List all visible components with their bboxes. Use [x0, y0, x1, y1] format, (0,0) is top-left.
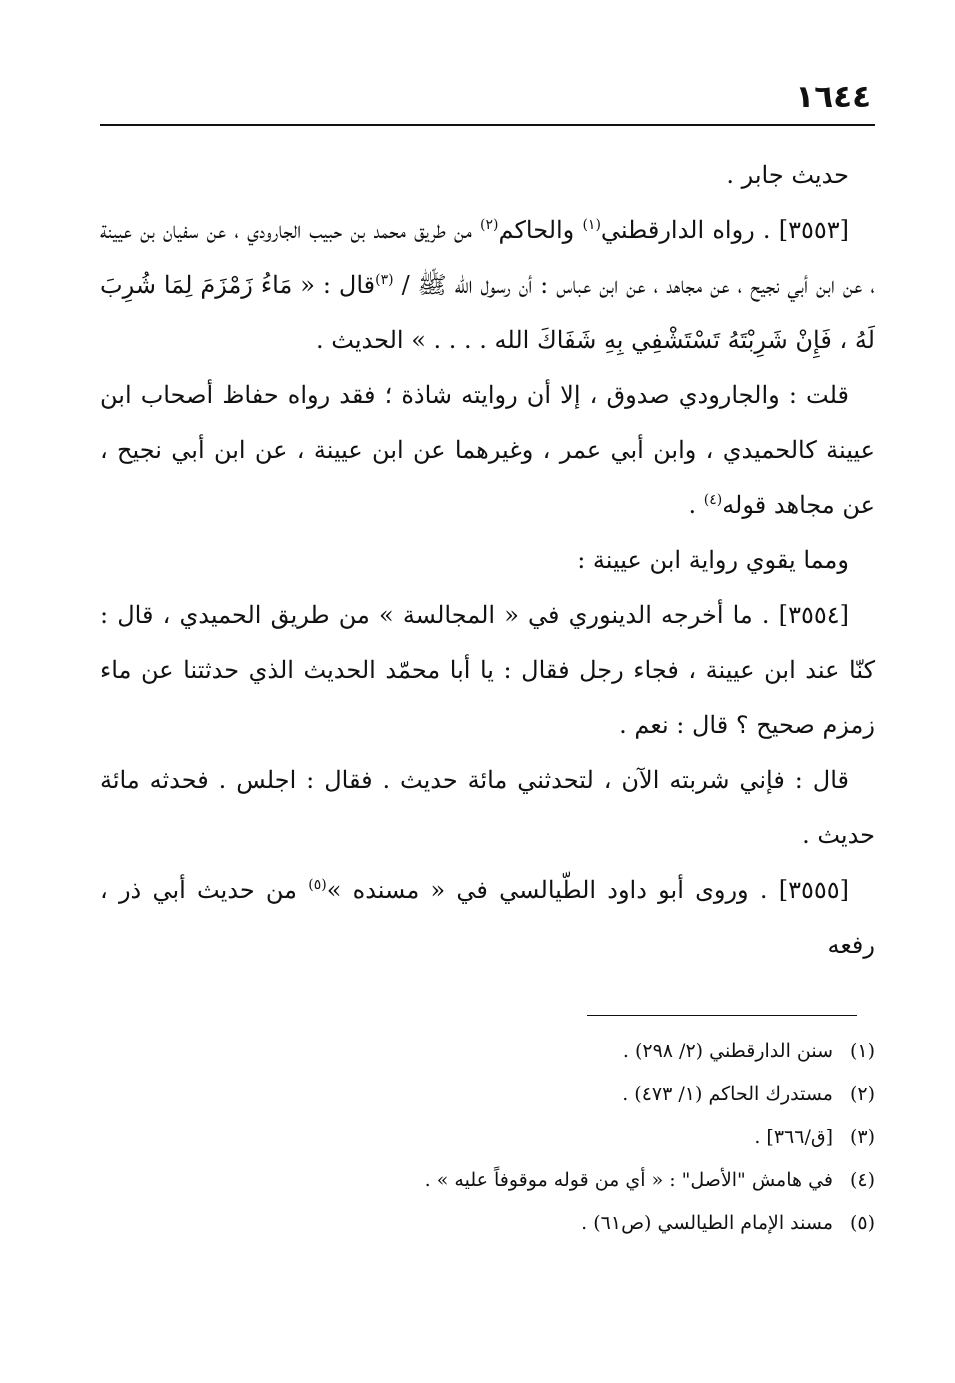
footnote-reference: (٢) [480, 217, 499, 233]
paragraph [100, 148, 875, 203]
text-run: من طريق محمد بن حبيب الجارودي ، عن سفيان بن عيينة ، عن ابن أبي نجيح ، عن مجاهد ، عن ابن عباس : أن رسول الله ﷺ / [100, 216, 875, 299]
text-run: قال : فإني شربته الآن ، لتحدثني مائة حديث . فقال : اجلس . فحدثه مائة حديث . [100, 766, 875, 849]
paragraph [100, 753, 875, 863]
footnote-number: (٤) [849, 1169, 875, 1191]
footnote-text: مسند الإمام الطيالسي (ص٦١) . [581, 1212, 833, 1234]
footnote-number: (٣) [849, 1126, 875, 1148]
paragraph [100, 863, 875, 973]
paragraph [100, 588, 875, 753]
footnote-rule [587, 1015, 857, 1016]
footnote-number: (٥) [849, 1212, 875, 1234]
book-page [100, 78, 875, 1245]
page-number: ١٦٤٤ [795, 79, 871, 115]
footnote [100, 1116, 875, 1159]
paragraph [100, 203, 875, 368]
text-run: [٣٥٥٤] . ما أخرجه الدينوري في « المجالسة » من طريق الحميدي ، قال : كنّا عند ابن عيينة ، فجاء رجل فقال : يا أبا محمّد الحديث الذي حدثتنا عن ماء زمزم صحيح ؟ قال : نعم . [100, 601, 875, 739]
footnote-reference: (٣) [375, 272, 394, 288]
text-run: حديث جابر . [726, 161, 849, 189]
footnote-reference: (٤) [703, 492, 723, 508]
text-run: [٣٥٥٣] . رواه الدارقطني [600, 216, 850, 244]
footnote-reference: (٥) [308, 877, 327, 893]
footnote-text: [ق/٣٦٦] . [754, 1126, 833, 1148]
footnote-text: مستدرك الحاكم (١/ ٤٧٣) . [622, 1083, 833, 1105]
footnotes [100, 1030, 875, 1245]
paragraph [100, 368, 875, 533]
footnote [100, 1030, 875, 1073]
text-run: والحاكم [498, 216, 583, 244]
text-run: [٣٥٥٥] . وروى أبو داود الطّيالسي في « مسنده » [326, 876, 850, 904]
footnote [100, 1159, 875, 1202]
text-run: ومما يقوي رواية ابن عيينة : [577, 546, 849, 574]
footnote [100, 1073, 875, 1116]
footnote-text: سنن الدارقطني (٢/ ٢٩٨) . [622, 1040, 833, 1062]
paragraph [100, 533, 875, 588]
footnote-number: (١) [849, 1040, 875, 1062]
header-rule [100, 124, 875, 126]
text-run: قال : « مَاءُ زَمْزَمَ لِمَا شُرِبَ لَهُ ، فَإِنْ شَرِبْتَهُ تَسْتَشْفِي بِهِ شَفَاكَ الله . . . . » الحديث . [100, 271, 875, 354]
text-run: قلت : والجارودي صدوق ، إلا أن روايته شاذة ؛ فقد رواه حفاظ أصحاب ابن عيينة كالحميدي ، وابن أبي عمر ، وغيرهما عن ابن عيينة ، عن ابن أبي نجيح ، عن مجاهد قوله [100, 381, 875, 519]
footnote [100, 1202, 875, 1245]
main-text [100, 148, 875, 973]
text-run: . [688, 491, 704, 519]
footnote-number: (٢) [849, 1083, 875, 1105]
footnote-text: في هامش "الأصل" : « أي من قوله موقوفاً عليه » . [424, 1169, 833, 1191]
text-run: من حديث أبي ذر ، رفعه [100, 876, 875, 959]
footnote-reference: (١) [582, 217, 601, 233]
